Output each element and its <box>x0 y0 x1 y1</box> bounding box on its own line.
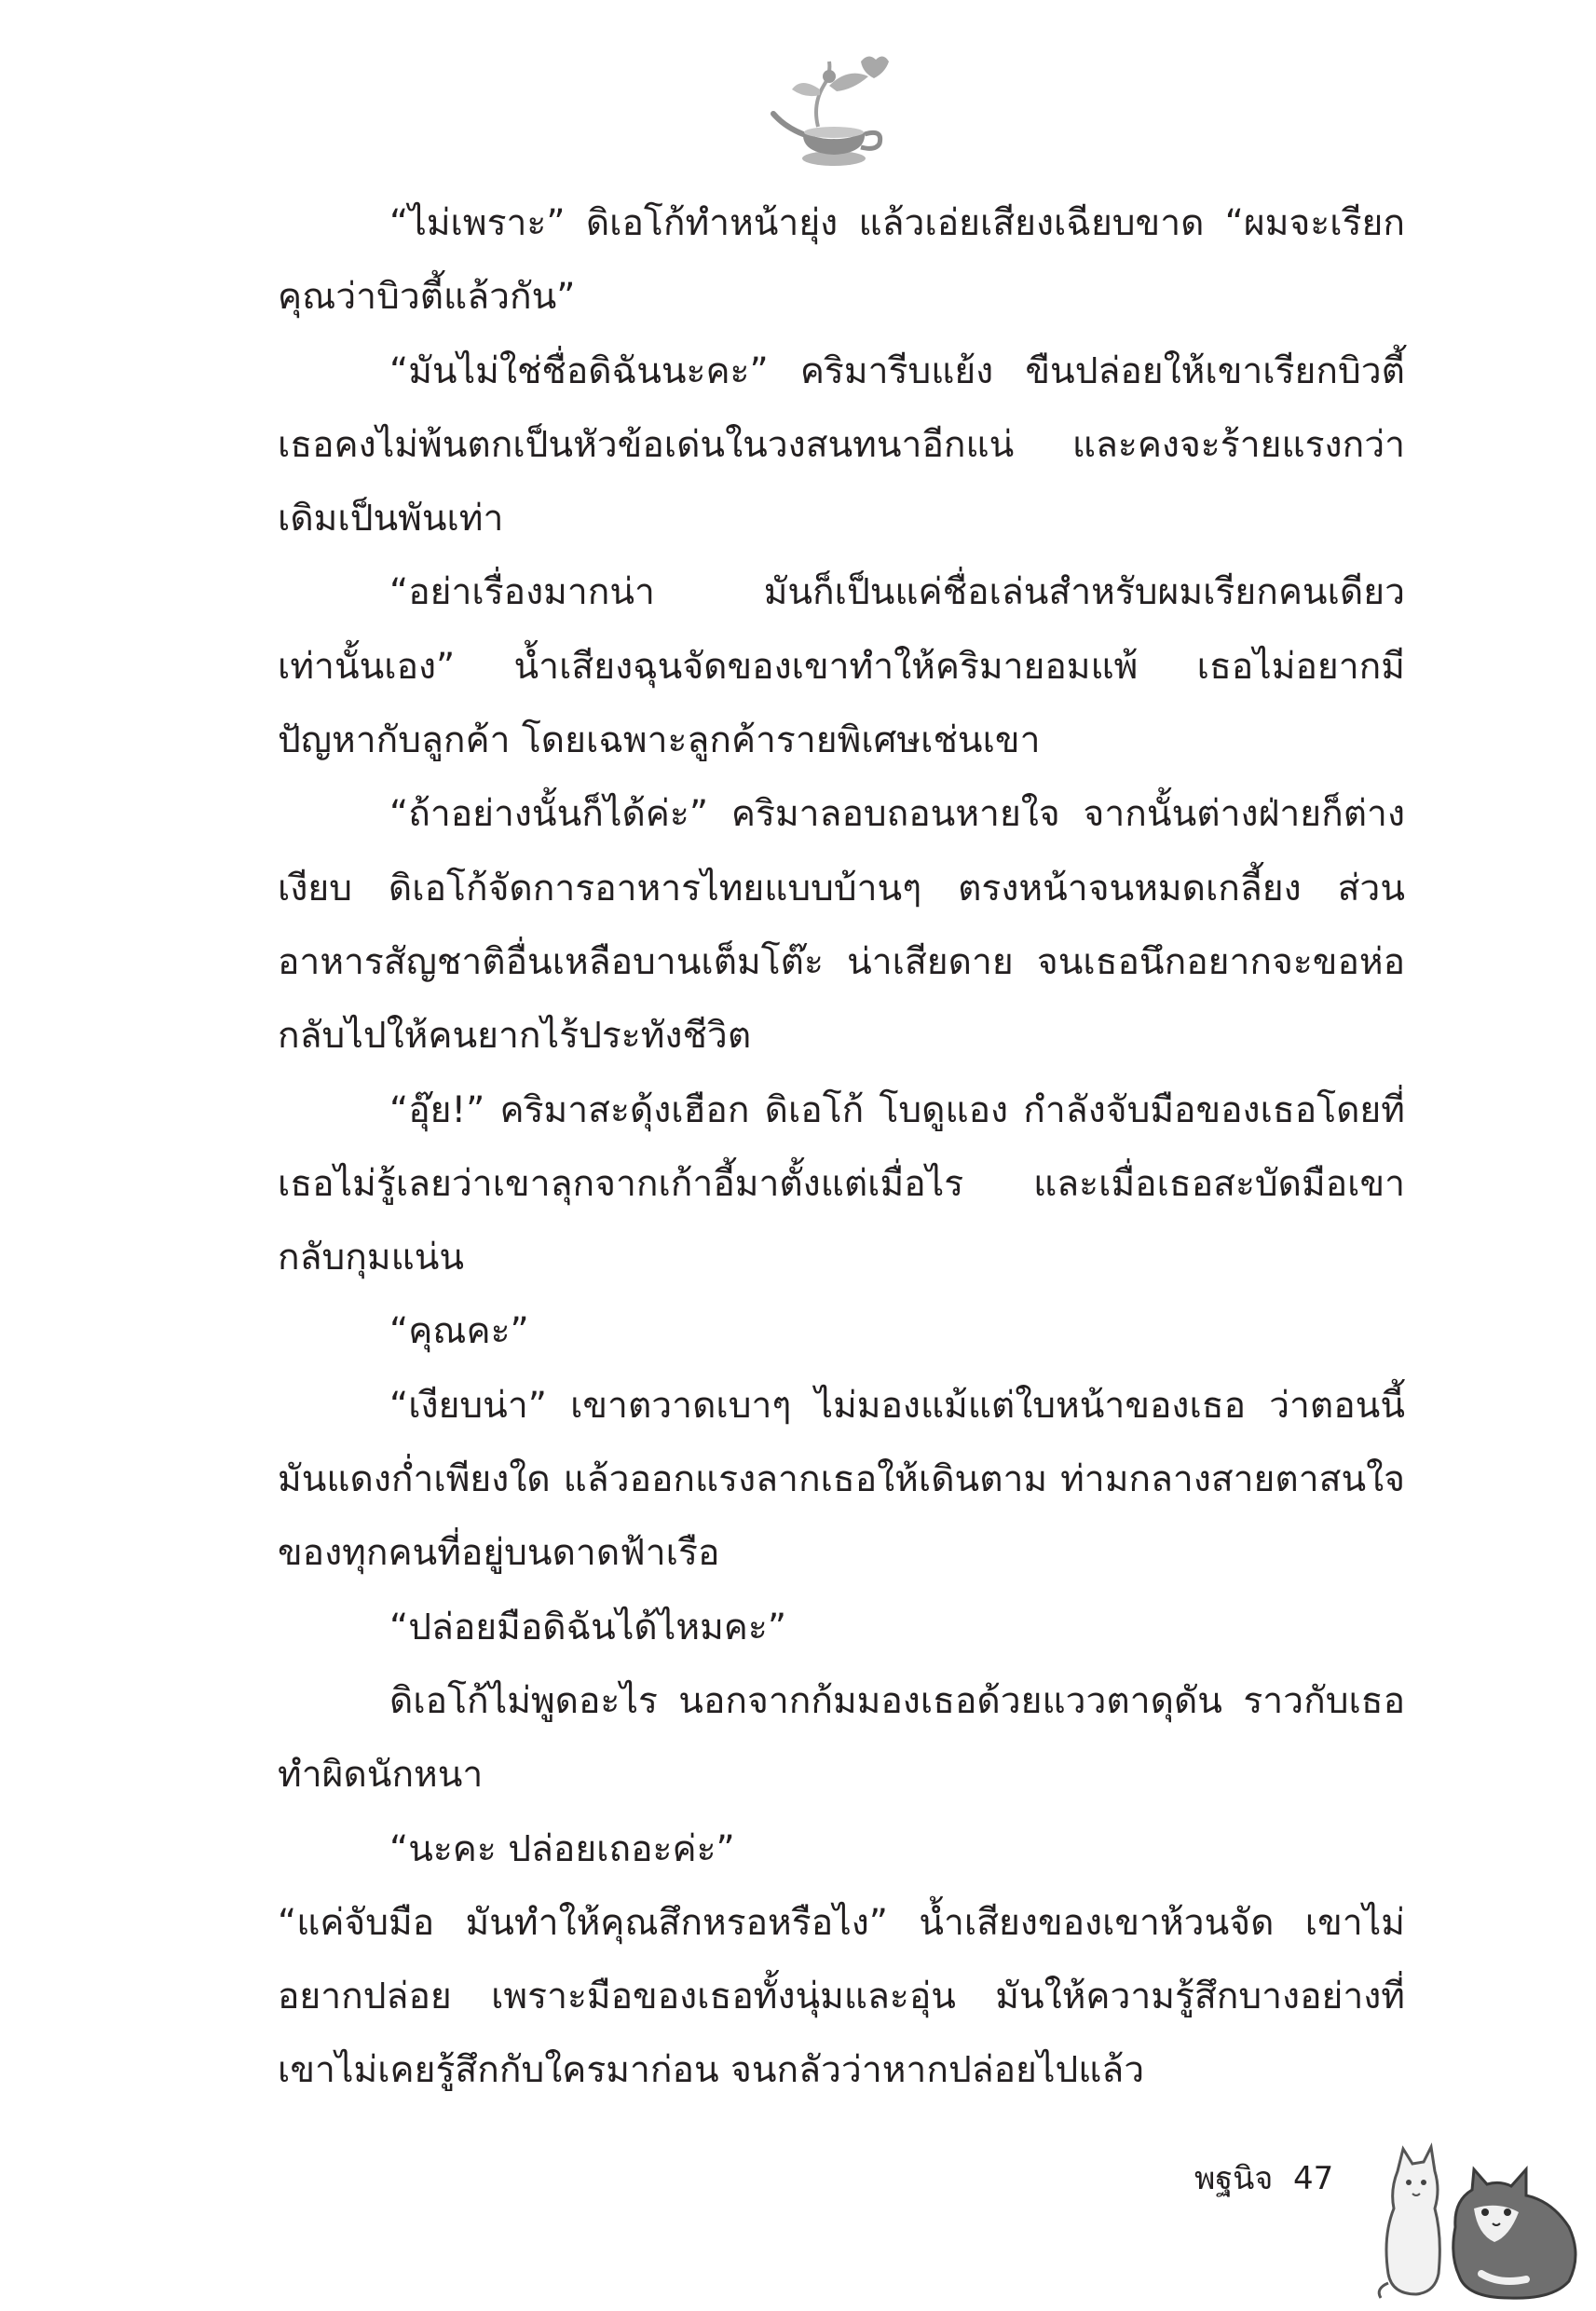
paragraph: “อุ๊ย!” คริมาสะดุ้งเฮือก ดิเอโก้ โบดูแอง กำลังจับมือของเธอโดยที่เธอไม่รู้เลยว่าเขาลุกจากเก้าอี้มาตั้งแต่เมื่อไร และเมื่อเธอสะบัดมือเขากลับกุมแน่น <box>278 1088 1405 1279</box>
paragraph: “อย่าเรื่องมากน่า มันก็เป็นแค่ชื่อเล่นสำหรับผมเรียกคนเดียวเท่านั้นเอง” น้ำเสียงฉุนจัดของเขาทำให้คริมายอมแพ้ เธอไม่อยากมีปัญหากับลูกค้า โดยเฉพาะลูกค้ารายพิเศษเช่นเขา <box>278 571 1405 762</box>
book-title: พฐนิจ <box>1194 2160 1274 2197</box>
page-number: 47 <box>1293 2160 1334 2197</box>
paragraph: “มันไม่ใช่ชื่อดิฉันนะคะ” คริมารีบแย้ง ขืนปล่อยให้เขาเรียกบิวตี้ เธอคงไม่พ้นตกเป็นหัวข้อเด่นในวงสนทนาอีกแน่ และคงจะร้ายแรงกว่าเดิมเป็นพันเท่า <box>278 349 1405 540</box>
paragraph: “แค่จับมือ มันทำให้คุณสึกหรอหรือไง” น้ำเสียงของเขาห้วนจัด เขาไม่อยากปล่อย เพราะมือของเธอทั้งนุ่มและอุ่น มันให้ความรู้สึกบางอย่างที่เขาไม่เคยรู้สึกกับใครมาก่อน จนกลัวว่าหากปล่อยไปแล้ว <box>278 1901 1405 2092</box>
paragraph: “ไม่เพราะ” ดิเอโก้ทำหน้ายุ่ง แล้วเอ่ยเสียงเฉียบขาด “ผมจะเรียกคุณว่าบิวตี้แล้วกัน” <box>278 202 1405 319</box>
teapot-angel-ornament-icon <box>764 48 904 179</box>
paragraph: “นะคะ ปล่อยเถอะค่ะ” <box>389 1827 735 1870</box>
paragraph: ดิเอโก้ไม่พูดอะไร นอกจากก้มมองเธอด้วยแววตาดุดัน ราวกับเธอทำผิดนักหนา <box>278 1679 1405 1797</box>
paragraph: “ปล่อยมือดิฉันได้ไหมคะ” <box>389 1606 787 1648</box>
paragraph: “ถ้าอย่างนั้นก็ได้ค่ะ” คริมาลอบถอนหายใจ จากนั้นต่างฝ่ายก็ต่างเงียบ ดิเอโก้จัดการอาหารไทยแบบบ้านๆ ตรงหน้าจนหมดเกลี้ยง ส่วนอาหารสัญชาติอื่นเหลือบานเต็มโต๊ะ น่าเสียดาย จนเธอนึกอยากจะขอห่อกลับไปให้คนยากไร้ประทังชีวิต <box>278 793 1405 1058</box>
paragraph: “เงียบน่า” เขาตวาดเบาๆ ไม่มองแม้แต่ใบหน้าของเธอ ว่าตอนนี้มันแดงก่ำเพียงใด แล้วออกแรงลากเธอให้เดินตาม ท่ามกลางสายตาสนใจของทุกคนที่อยู่บนดาดฟ้าเรือ <box>278 1384 1405 1575</box>
body-text <box>278 186 1405 2108</box>
paragraph: “คุณคะ” <box>389 1310 529 1353</box>
two-cats-icon <box>1370 2115 1584 2302</box>
